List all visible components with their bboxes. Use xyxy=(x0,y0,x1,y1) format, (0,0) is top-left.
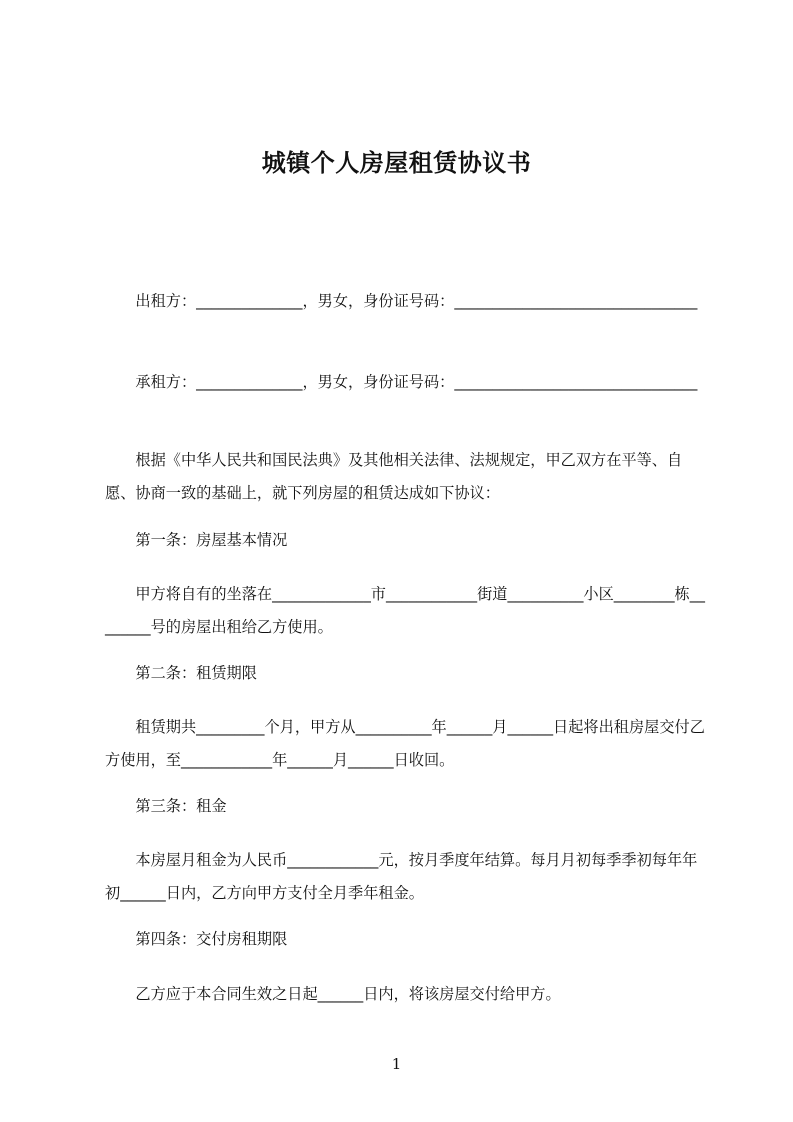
article-3-heading: 第三条：租金 xyxy=(135,797,227,815)
lessor-line: 出租方：______________，男女，身份证号码：________________________________ xyxy=(135,292,698,310)
document-title: 城镇个人房屋租赁协议书 xyxy=(261,149,532,177)
article-3-body: 本房屋月租金为人民币____________元，按月季度年结算。每月月初每季季初每年年初______日内，乙方向甲方支付全月季年租金。 xyxy=(105,851,698,902)
preamble-paragraph: 根据《中华人民共和国民法典》及其他相关法律、法规规定，甲乙双方在平等、自愿、协商一致的基础上，就下列房屋的租赁达成如下协议： xyxy=(105,451,683,502)
article-2-body: 租赁期共_________个月，甲方从__________年______月______日起将出租房屋交付乙方使用，至____________年______月______日收回。 xyxy=(105,718,705,769)
page-number: 1 xyxy=(391,1055,402,1073)
lessee-line: 承租方：______________，男女，身份证号码：________________________________ xyxy=(135,373,698,391)
article-2-heading: 第二条：租赁期限 xyxy=(135,664,257,682)
article-1-heading: 第一条：房屋基本情况 xyxy=(135,531,288,549)
article-4-body: 乙方应于本合同生效之日起______日内，将该房屋交付给甲方。 xyxy=(135,985,561,1003)
article-1-body: 甲方将自有的坐落在_____________市____________街道__________小区________栋________号的房屋出租给乙方使用。 xyxy=(105,585,705,636)
article-4-heading: 第四条：交付房租期限 xyxy=(135,930,288,948)
